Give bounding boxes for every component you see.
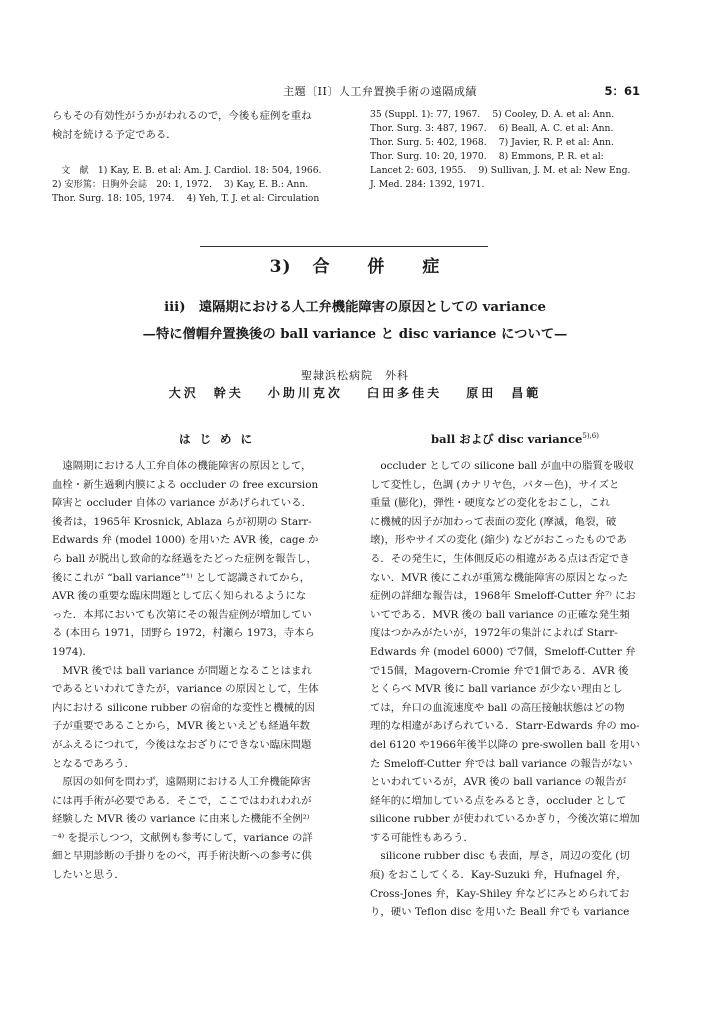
text-line: で15個，Magovern-Cromie 弁で1個である．AVR 後 <box>370 664 629 677</box>
text-line: には再手術が必要である．そこで，ここではわれわれが <box>52 794 312 807</box>
text-line: 内における silicone rubber の宿命的な変性と機械的因 <box>52 701 315 714</box>
text-line: 経験した MVR 後の variance に由来した機能不全例²⁾ <box>52 813 310 826</box>
page-number: 5：61 <box>604 84 640 98</box>
text-line: 1974)． <box>52 645 93 658</box>
text-line: 血栓・新生過剰内膜による occluder の free excursion <box>52 478 319 491</box>
text-line: といわれているが，AVR 後の ball variance の報告が <box>370 776 627 789</box>
text-line: 度はつかみがたいが，1972年の集計によれば Starr- <box>370 627 618 640</box>
text-line: 後者は，1965年 Krosnick, Ablaza らが初期の Starr- <box>52 515 312 528</box>
reference-line: Thor. Surg. 5: 402, 1968. 7) Javier, R. P. et al: Ann. <box>370 137 614 149</box>
reference-line: 35 (Suppl. 1): 77, 1967. 5) Cooley, D. A. et al: Ann. <box>370 109 615 120</box>
reference-line: Thor. Surg. 10: 20, 1970. 8) Emmons, P. R. et al: <box>370 151 604 163</box>
text-line: del 6120 や1966年後半以降の pre-swollen ball を用い <box>370 738 641 751</box>
reference-line: Thor. Surg. 18: 105, 1974. 4) Yeh, T. J. et al: Circulation <box>52 193 320 205</box>
text-line: Edwards 弁 (model 6000) で7個，Smeloff-Cutter 弁 <box>370 645 636 658</box>
section-title-char: 併 <box>367 257 386 277</box>
text-line: Cross-Jones 弁，Kay-Shiley 弁などにみとめられてお <box>370 887 630 900</box>
text-line: がふえるにつれて，今後はなおざりにできない臨床問題 <box>52 738 312 751</box>
author-name: 臼田多佳夫 <box>367 386 443 400</box>
text-line: いてである．MVR 後の ball variance の正確な発生頻 <box>370 608 630 621</box>
running-header-title: 主題〔II〕人工弁置換手術の遠隔成績 <box>283 85 477 98</box>
text-line: Edwards 弁 (model 1000) を用いた AVR 後，cage か <box>52 534 319 547</box>
text-line: 原因の如何を問わず，遠隔期における人工弁機能障害 <box>52 776 311 789</box>
text-line: ⁻⁴⁾ を提示しつつ，文献例も参考にして，variance の詳 <box>52 831 313 844</box>
author-name: 小助川克次 <box>267 386 343 400</box>
section-title <box>0 252 710 277</box>
reference-line: Thor. Surg. 3: 487, 1967. 6) Beall, A. C. et al: Ann. <box>370 123 614 135</box>
text-line: となるであろう． <box>52 757 136 770</box>
text-line: して変性し，色調 (カナリヤ色，バター色)，サイズと <box>370 478 620 491</box>
text-line: であるといわれてきたが，variance の原因として，生体 <box>52 683 319 696</box>
continuation-text <box>52 107 352 144</box>
reference-line: 2) 安形篤：日胸外会誌 20: 1, 1972. 3) Kay, E. B.: Ann. <box>52 179 309 191</box>
text-line: 子が重要であることから，MVR 後といえども経過年数 <box>52 720 310 733</box>
section-title-char: 症 <box>422 257 441 277</box>
text-line: ては，弁口の血流速度や ball の高圧接触状態はどの物 <box>370 701 625 714</box>
reference-line: Lancet 2: 603, 1955. 9) Sullivan, J. M. et al: New Eng. <box>370 165 631 177</box>
reference-line: 文 献 1) Kay, E. B. et al: Am. J. Cardiol. 18: 504, 1966. <box>52 165 322 176</box>
institution: 聖隷浜松病院 外科 <box>301 369 409 382</box>
text-line: 症例の詳細な報告は，1968年 Smeloff-Cutter 弁⁷⁾ にお <box>370 590 636 603</box>
section-divider <box>200 246 488 247</box>
author-list <box>0 384 710 401</box>
heading-introduction: はじめに <box>179 432 261 446</box>
text-line: AVR 後の重要な臨床問題として広く知られるようにな <box>52 590 307 603</box>
heading-text: ball および disc variance <box>431 432 583 446</box>
text-line: 経年的に増加している点をみるとき，occluder として <box>370 794 627 807</box>
text-line: に機械的因子が加わって表面の変化 (摩滅，亀裂，破 <box>370 515 617 528</box>
body-column-left <box>52 457 352 885</box>
text-line: らもその有効性がうかがわれるので，今後も症例を重ね <box>52 110 312 122</box>
text-line: る．その発生に，生体側反応の相違がある点は否定でき <box>370 552 630 565</box>
references-right <box>370 108 660 193</box>
text-line: 壊)，形やサイズの変化 (縮少) などがおこったものであ <box>370 534 627 547</box>
text-line: った．本邦においても次第にその報告症例が増加してい <box>52 608 312 621</box>
text-line: とくらべ MVR 後に ball variance が少ない理由とし <box>370 683 623 696</box>
text-line: 遠隔期における人工弁自体の機能障害の原因として， <box>52 460 312 472</box>
author-name: 原田 昌範 <box>466 386 542 400</box>
section-number: 3) <box>269 257 292 277</box>
text-line: occluder としての silicone ball が血中の脂質を吸収 <box>370 460 635 472</box>
section-title-char: 合 <box>312 257 331 277</box>
author-name: 大沢 幹夫 <box>168 386 244 400</box>
text-line: silicone rubber disc も表面，厚さ，周辺の変化 (切 <box>370 850 630 863</box>
text-line: 重量 (膨化)，弾性・硬度などの変化をおこし，これ <box>370 497 611 510</box>
body-column-right <box>370 457 662 922</box>
text-line: ない．MVR 後にこれが重篤な機能障害の原因となった <box>370 571 628 584</box>
text-line: 理的な相違があげられている．Starr-Edwards 弁の mo- <box>370 720 640 733</box>
text-line: 細と早期診断の手掛りをのべ，再手術決断への参考に供 <box>52 850 312 863</box>
reference-line: J. Med. 284: 1392, 1971. <box>370 179 485 191</box>
text-line: り，硬い Teflon disc を用いた Beall 弁でも variance <box>370 906 630 919</box>
text-line: 痕) をおこしてくる．Kay-Suzuki 弁，Hufnagel 弁， <box>370 869 627 882</box>
article-title: iii) 遠隔期における人工弁機能障害の原因としての variance <box>164 300 546 315</box>
text-line: た Smeloff-Cutter 弁では ball variance の報告がない <box>370 757 633 770</box>
text-line: 後にこれが “ball variance”¹⁾ として認識されてから， <box>52 571 311 584</box>
text-line: る (本田ら 1971，団野ら 1972，村瀬ら 1973，寺本ら <box>52 627 315 640</box>
references-left <box>52 164 352 206</box>
text-line: する可能性もあろう． <box>370 831 474 844</box>
text-line: 障害と occluder 自体の variance があげられている． <box>52 497 312 510</box>
text-line: silicone rubber が使われているかぎり，今後次第に増加 <box>370 813 640 826</box>
text-line: 検討を続ける予定である． <box>52 128 177 141</box>
text-line: ら ball が脱出し致命的な経過をたどった症例を報告し， <box>52 552 317 565</box>
text-line: MVR 後では ball variance が問題となることはまれ <box>52 664 312 677</box>
heading-citation: 5),6) <box>582 432 599 441</box>
text-line: したいと思う． <box>52 869 125 882</box>
heading-ball-disc-variance <box>370 431 660 447</box>
article-subtitle: —特に僧帽弁置換後の ball variance と disc variance について— <box>142 327 568 342</box>
